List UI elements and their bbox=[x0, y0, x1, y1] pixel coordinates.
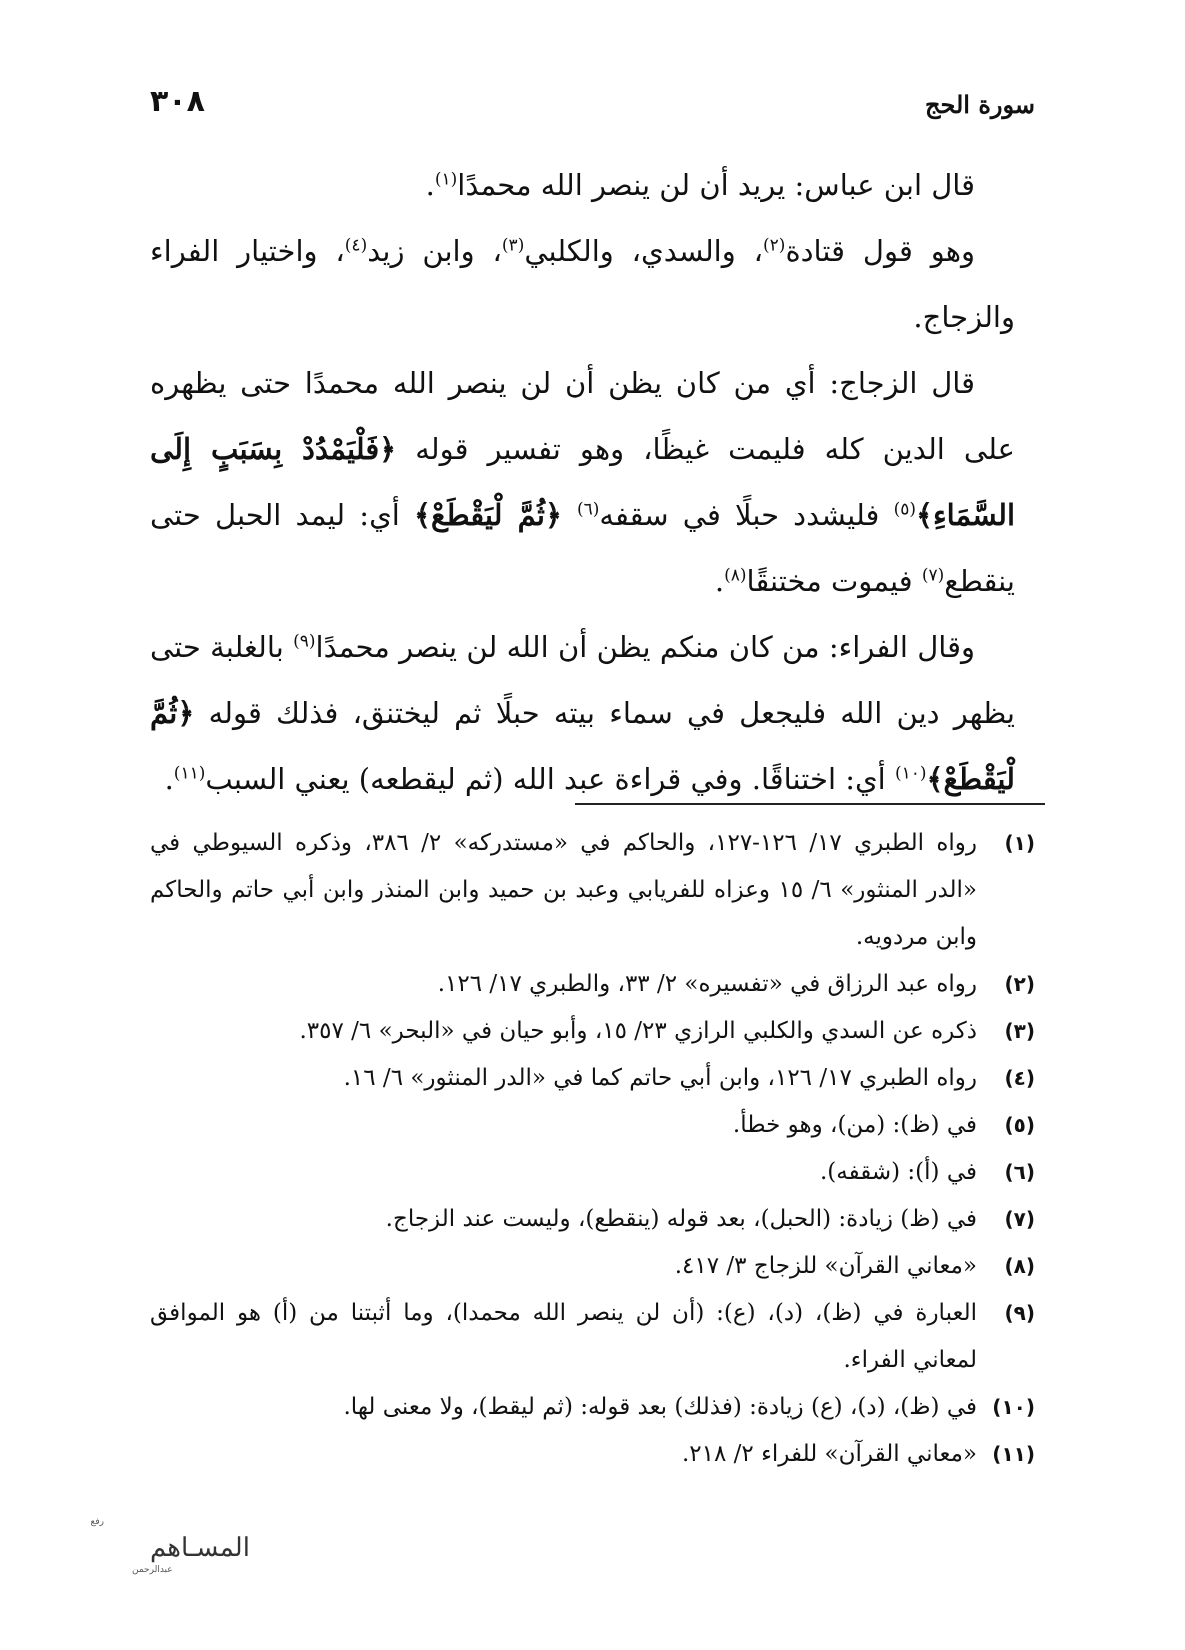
paragraph-text: وقال الفراء: من كان منكم يظن أن الله لن ينصر محمدًا bbox=[315, 630, 975, 664]
footnote-text: رواه الطبري ١٧/ ١٢٦، وابن أبي حاتم كما في «الدر المنثور» ٦/ ١٦. bbox=[343, 1065, 977, 1091]
paragraph-text: ، والكلبي bbox=[524, 234, 642, 268]
footnote-number: (١١) bbox=[992, 1442, 1035, 1466]
footnote-text: رواه عبد الرزاق في «تفسيره» ٢/ ٣٣، والطبري ١٧/ ١٢٦. bbox=[437, 971, 977, 997]
page-number: ٣٠٨ bbox=[150, 84, 205, 119]
paragraph-text: بالغلبة حتى يظهر دين الله فليجعل في سماء بيته حبلًا ثم ليختنق، فذلك قوله bbox=[150, 630, 1015, 730]
footnotes bbox=[150, 820, 1035, 1478]
punctuation: . bbox=[164, 762, 174, 796]
paragraph-ibn-abbas bbox=[150, 152, 1015, 218]
paragraph-qatada bbox=[150, 218, 1015, 350]
footnote-text: في (أ): (شقفه). bbox=[819, 1159, 977, 1185]
footnote-item bbox=[150, 820, 1035, 961]
quran-verse: ﴿فَلْيَمْدُدْ بِسَبَبٍ إِلَى السَّمَاءِ﴾ bbox=[150, 432, 1016, 532]
footnote-number: (٨) bbox=[1004, 1254, 1035, 1278]
footnote-text: في (ظ) زيادة: (الحبل)، بعد قوله (ينقطع)، وليست عند الزجاج. bbox=[385, 1206, 977, 1232]
footnote-ref-4[interactable]: (٤) bbox=[344, 235, 368, 256]
footnote-ref-7[interactable]: (٧) bbox=[921, 565, 945, 586]
footnote-item bbox=[150, 961, 1035, 1008]
punctuation: . bbox=[425, 168, 435, 202]
footnote-number: (١) bbox=[1004, 831, 1035, 855]
paragraph-text: فيموت مختنقًا bbox=[746, 564, 922, 598]
footnote-text: رواه الطبري ١٧/ ١٢٦-١٢٧، والحاكم في «مستدركه» ٢/ ٣٨٦، وذكره السيوطي في «الدر المنثور» ٦/ ١٥ وعزاه للفريابي وعبد بن حميد وابن المنذر وابن أبي حاتم والحاكم وابن مردويه. bbox=[150, 830, 977, 950]
logo-main-text: المسـاهم bbox=[150, 1533, 250, 1563]
footnote-number: (١٠) bbox=[992, 1395, 1035, 1419]
main-text bbox=[150, 152, 1015, 812]
footnote-ref-8[interactable]: (٨) bbox=[724, 565, 747, 586]
footnote-text: في (ظ)، (د)، (ع) زيادة: (فذلك) بعد قوله: (ثم ليقط)، ولا معنى لها. bbox=[343, 1394, 977, 1420]
footnote-ref-2[interactable]: (٢) bbox=[763, 235, 786, 256]
footnote-ref-6[interactable]: (٦) bbox=[577, 499, 600, 520]
paragraph-text: وهو قول قتادة bbox=[785, 234, 976, 268]
paragraph-text: قال ابن عباس: يريد أن لن ينصر الله محمدًا bbox=[457, 168, 975, 202]
footnote-number: (٣) bbox=[1004, 1019, 1035, 1043]
paragraph-text: ، وابن زيد bbox=[367, 234, 502, 268]
footnote-text: ذكره عن السدي والكلبي الرازي ٢٣/ ١٥، وأبو حيان في «البحر» ٦/ ٣٥٧. bbox=[299, 1018, 977, 1044]
paragraph-text: أي: ليمد الحبل حتى ينقطع bbox=[150, 498, 1015, 598]
paragraph-text: فليشدد حبلًا في سقفه bbox=[599, 498, 894, 532]
footnote-item bbox=[150, 1008, 1035, 1055]
footnote-text: «معاني القرآن» للزجاج ٣/ ٤١٧. bbox=[674, 1253, 977, 1279]
logo-top-text: رفع bbox=[90, 1517, 104, 1527]
logo-sub-text: عبدالرحمن bbox=[132, 1565, 173, 1575]
paragraph-zajjaj bbox=[150, 350, 1015, 614]
footnote-item bbox=[150, 1290, 1035, 1384]
footnote-item bbox=[150, 1384, 1035, 1431]
paragraph-text: ، واختيار الفراء والزجاج. bbox=[150, 234, 1015, 334]
footnote-number: (٥) bbox=[1004, 1113, 1035, 1137]
footnote-item bbox=[150, 1102, 1035, 1149]
footnote-number: (٧) bbox=[1004, 1207, 1035, 1231]
publisher-logo bbox=[12, 1510, 250, 1580]
footnote-ref-1[interactable]: (١) bbox=[434, 169, 458, 190]
running-header bbox=[150, 84, 1035, 134]
quran-verse: ﴿ثُمَّ لْيَقْطَعْ﴾ bbox=[414, 498, 577, 532]
quran-verse: ﴿ثُمَّ لْيَقْطَعْ﴾ bbox=[150, 696, 1015, 796]
footnote-item bbox=[150, 1196, 1035, 1243]
footnote-separator bbox=[575, 803, 1045, 805]
paragraph-text: قال الزجاج: أي من كان يظن أن لن ينصر الله محمدًا حتى يظهره على الدين كله فليمت غيظًا، وهو تفسير قوله bbox=[150, 366, 1015, 466]
surah-title: سورة الحج bbox=[925, 90, 1035, 119]
punctuation: . bbox=[714, 564, 725, 598]
footnote-item bbox=[150, 1055, 1035, 1102]
footnote-ref-5[interactable]: (٥) bbox=[893, 499, 917, 520]
footnote-text: «معاني القرآن» للفراء ٢/ ٢١٨. bbox=[681, 1441, 977, 1467]
footnote-number: (٦) bbox=[1004, 1160, 1035, 1184]
paragraph-text: أي: اختناقًا. وفي قراءة عبد الله (ثم ليقطعه) يعني السبب bbox=[205, 762, 895, 796]
footnote-text: العبارة في (ظ)، (د)، (ع): (أن لن ينصر الله محمدا)، وما أثبتنا من (أ) هو الموافق لمعاني الفراء. bbox=[150, 1300, 977, 1373]
footnote-text: في (ظ): (من)، وهو خطأ. bbox=[732, 1112, 977, 1138]
footnote-item bbox=[150, 1243, 1035, 1290]
paragraph-text: ، والسدي bbox=[641, 234, 764, 268]
footnote-number: (٩) bbox=[1004, 1301, 1035, 1325]
footnote-ref-9[interactable]: (٩) bbox=[293, 631, 316, 652]
footnote-item bbox=[150, 1149, 1035, 1196]
footnote-ref-10[interactable]: (١٠) bbox=[894, 763, 927, 784]
footnote-ref-3[interactable]: (٣) bbox=[501, 235, 525, 256]
footnote-item bbox=[150, 1431, 1035, 1478]
footnote-ref-11[interactable]: (١١) bbox=[173, 763, 206, 784]
footnote-number: (٢) bbox=[1004, 972, 1035, 996]
footnote-number: (٤) bbox=[1004, 1066, 1035, 1090]
paragraph-farra bbox=[150, 614, 1015, 812]
